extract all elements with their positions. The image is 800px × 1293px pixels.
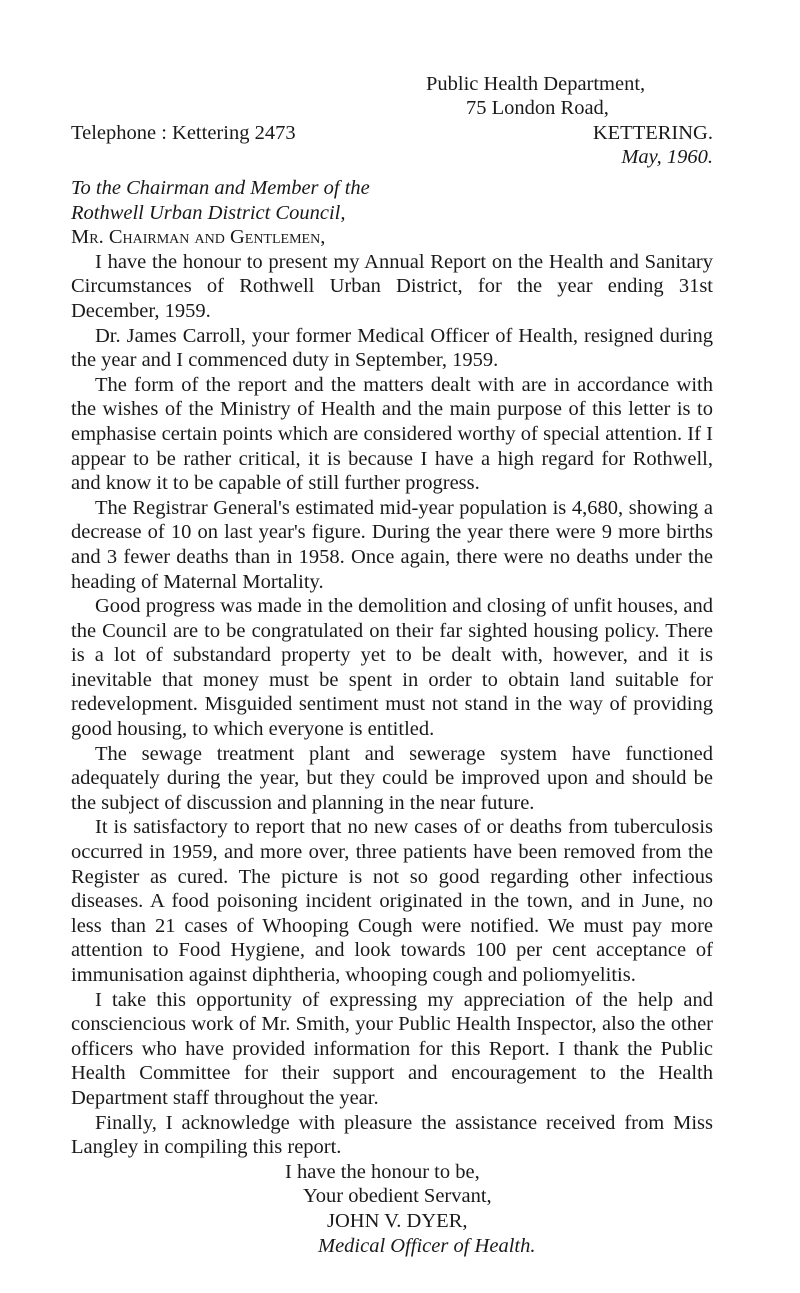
telephone-number: Telephone : Kettering 2473	[71, 122, 296, 144]
addressee-line-1: To the Chairman and Member of the	[71, 177, 370, 199]
paragraph: I have the honour to present my Annual Report on the Health and Sanitary Circumstances of Rothwell Urban District, for the year ending 31st December, 1959.	[71, 250, 713, 322]
letter-page	[71, 72, 713, 1258]
paragraph: I take this opportunity of expressing my appreciation of the help and consciencious work of Mr. Smith, your Public Health Inspector, also the other officers who have provided information for this Report. I thank the Public Health Committee for their support and encouragement to the Health Department staff throughout the year.	[71, 988, 713, 1109]
closing-line: Your obedient Servant,	[303, 1185, 492, 1208]
addressee-line-2: Rothwell Urban District Council,	[71, 201, 346, 224]
paragraph: It is satisfactory to report that no new cases of or deaths from tuberculosis occurred in 1959, and more over, three patients have been removed from the Register as cured. The picture is not so good regarding other infectious diseases. A food poisoning incident originated in the town, and in June, no less than 21 cases of Whooping Cough were notified. We must pay more attention to Food Hygiene, and look towards 100 per cent acceptance of immunisation against diphtheria, whooping cough and poliomyelitis.	[71, 816, 713, 986]
paragraph: Dr. James Carroll, your former Medical Officer of Health, resigned during the year and I commenced duty in September, 1959.	[71, 324, 713, 372]
closing-block	[71, 1160, 713, 1258]
paragraph: The Registrar General's estimated mid-year population is 4,680, showing a decrease of 10 on last year's figure. During the year there were 9 more births and 3 fewer deaths than in 1958. Once again, there were no deaths under the heading of Maternal Mortality.	[71, 496, 713, 593]
paragraph: The sewage treatment plant and sewerage system have functioned adequately during the year, but they could be improved upon and should be the subject of discussion and planning in the near future.	[71, 742, 713, 814]
closing-line: I have the honour to be,	[285, 1160, 480, 1183]
paragraph: The form of the report and the matters dealt with are in accordance with the wishes of the Ministry of Health and the main purpose of this letter is to emphasise certain points which are considered worthy of special attention. If I appear to be rather critical, it is because I have a high regard for Rothwell, and know it to be capable of still further progress.	[71, 373, 713, 495]
letter-body	[71, 250, 713, 1160]
signatory-title: Medical Officer of Health.	[318, 1234, 536, 1257]
signatory-name: JOHN V. DYER,	[327, 1209, 468, 1232]
paragraph: Finally, I acknowledge with pleasure the assistance received from Miss Langley in compiling this report.	[71, 1111, 713, 1159]
paragraph: Good progress was made in the demolition and closing of unfit houses, and the Council are to be congratulated on their far sighted housing policy. There is a lot of substandard property yet to be dealt with, however, and it is inevitable that money must be spent in order to obtain land suitable for redevelopment. Misguided sentiment must not stand in the way of providing good housing, to which everyone is entitled.	[71, 595, 713, 741]
letterhead	[71, 72, 713, 190]
street-address: 75 London Road,	[466, 97, 609, 119]
letter-date: May, 1960.	[621, 146, 713, 168]
greeting: Mr. Chairman and Gentlemen,	[71, 226, 326, 249]
town-name: KETTERING.	[592, 122, 713, 144]
department-name: Public Health Department,	[426, 73, 646, 95]
